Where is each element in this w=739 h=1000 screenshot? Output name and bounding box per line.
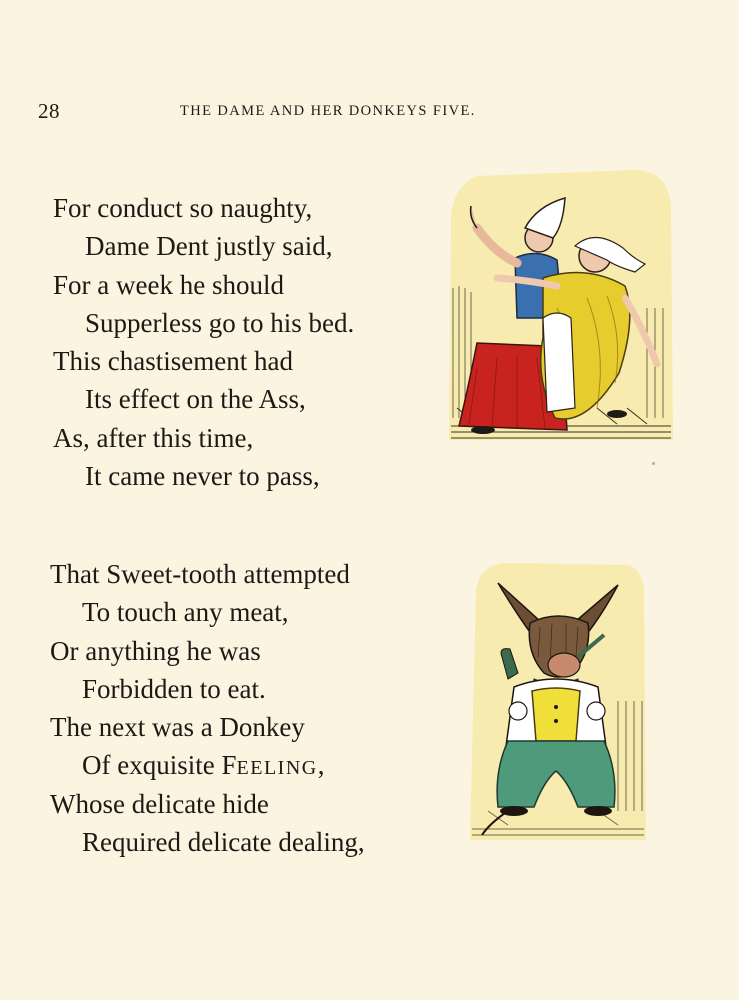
verse-line: Required delicate dealing, <box>82 827 365 858</box>
verse-line: It came never to pass, <box>85 461 320 492</box>
verse-line: This chastisement had <box>53 346 293 377</box>
verse-line: To touch any meat, <box>82 597 289 628</box>
stanza-2 <box>50 555 365 861</box>
verse-line: Forbidden to eat. <box>82 673 266 704</box>
donkey-in-waistcoat-illustration-icon <box>468 561 648 842</box>
verse-line-feeling <box>50 746 365 784</box>
stanza-1 <box>53 189 354 495</box>
feeling-initial: F <box>221 750 237 781</box>
verse-line: The next was a Donkey <box>50 712 305 743</box>
paper-speck <box>652 462 655 465</box>
verse-line: Or anything he was <box>50 635 261 666</box>
verse-line-text: Of exquisite <box>82 750 222 781</box>
verse-line: For a week he should <box>53 269 284 300</box>
verse-line: For conduct so naughty, <box>53 193 313 223</box>
running-title: THE DAME AND HER DONKEYS FIVE. <box>180 103 476 119</box>
verse-line: Supperless go to his bed. <box>85 307 355 338</box>
verse-line: As, after this time, <box>53 422 254 453</box>
verse-line: Its effect on the Ass, <box>85 384 306 415</box>
feeling-small-caps: EELING <box>236 757 318 780</box>
verse-line: Dame Dent justly said, <box>85 231 333 262</box>
verse-line: That Sweet-tooth attempted <box>50 559 350 589</box>
feeling-comma: , <box>317 750 325 781</box>
page-header <box>0 99 739 125</box>
page-number: 28 <box>38 99 60 123</box>
verse-line: Whose delicate hide <box>50 788 269 819</box>
dame-spanking-illustration-icon <box>447 168 674 443</box>
